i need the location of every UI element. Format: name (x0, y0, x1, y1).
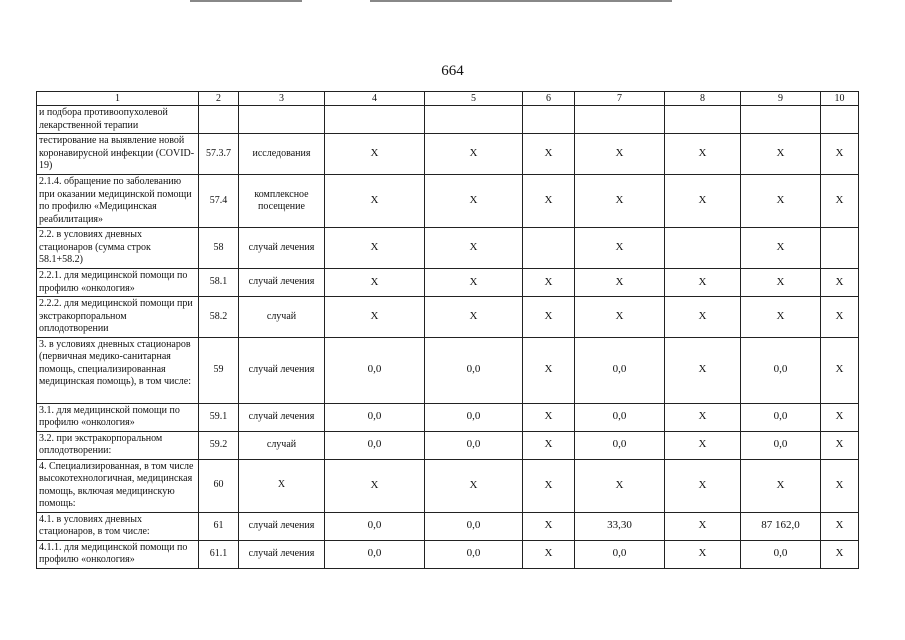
table-cell: X (821, 337, 859, 403)
table-cell (821, 106, 859, 134)
header-cell: 8 (665, 92, 741, 106)
table-cell: X (741, 297, 821, 338)
table-cell: 61 (199, 512, 239, 540)
row-label-cell: тестирование на выявление новой коронавирусной инфекции (COVID-19) (37, 134, 199, 175)
table-row (37, 269, 859, 297)
table-cell (425, 106, 523, 134)
table-cell: X (523, 337, 575, 403)
table-cell: X (741, 228, 821, 269)
table-cell: X (821, 175, 859, 228)
table-cell: 0,0 (575, 337, 665, 403)
header-cell: 2 (199, 92, 239, 106)
table-cell: X (575, 269, 665, 297)
page-number: 664 (441, 63, 464, 79)
table-cell: X (575, 228, 665, 269)
table-cell (523, 106, 575, 134)
table-row (37, 459, 859, 512)
table-row (37, 134, 859, 175)
table-cell: X (325, 134, 425, 175)
header-cell: 7 (575, 92, 665, 106)
table-row (37, 337, 859, 403)
data-table (36, 91, 859, 569)
table-cell: 0,0 (325, 540, 425, 568)
table-cell: X (821, 297, 859, 338)
row-label-cell: 4.1. в условиях дневных стационаров, в том числе: (37, 512, 199, 540)
table-cell: 0,0 (741, 337, 821, 403)
table-cell: случай (239, 431, 325, 459)
table-row (37, 228, 859, 269)
row-label-cell: 3.1. для медицинской помощи по профилю «онкология» (37, 403, 199, 431)
table-cell: X (523, 540, 575, 568)
header-cell: 5 (425, 92, 523, 106)
table-cell: случай лечения (239, 269, 325, 297)
table-cell: X (741, 459, 821, 512)
table-cell: 0,0 (325, 403, 425, 431)
table-cell: X (821, 403, 859, 431)
table-cell: X (425, 175, 523, 228)
table-cell: X (665, 134, 741, 175)
table-cell: X (425, 134, 523, 175)
table-cell: X (741, 175, 821, 228)
row-label-cell: 2.2.2. для медицинской помощи при экстракорпоральном оплодотворении (37, 297, 199, 338)
header-cell: 1 (37, 92, 199, 106)
table-row (37, 297, 859, 338)
table-cell: 0,0 (325, 512, 425, 540)
row-label-cell: 2.2. в условиях дневных стационаров (сумма строк 58.1+58.2) (37, 228, 199, 269)
table-cell: 59 (199, 337, 239, 403)
table-cell: 0,0 (575, 403, 665, 431)
table-cell: X (741, 269, 821, 297)
header-cell: 10 (821, 92, 859, 106)
row-label-cell: 2.1.4. обращение по заболеванию при оказании медицинской помощи по профилю «Медицинская реабилитация» (37, 175, 199, 228)
table-cell: X (665, 297, 741, 338)
table-cell: X (425, 297, 523, 338)
table-cell (199, 106, 239, 134)
header-row (37, 92, 859, 106)
table-cell: 87 162,0 (741, 512, 821, 540)
table-cell: 0,0 (425, 403, 523, 431)
table-cell: случай лечения (239, 512, 325, 540)
row-label-cell: 4. Специализированная, в том числе высокотехнологичная, медицинская помощь, включая медицинскую помощь: (37, 459, 199, 512)
table-cell (821, 228, 859, 269)
table-cell (325, 106, 425, 134)
table-cell: X (523, 431, 575, 459)
header-cell: 9 (741, 92, 821, 106)
table-cell: X (523, 134, 575, 175)
table-cell: X (575, 459, 665, 512)
table-cell: 57.3.7 (199, 134, 239, 175)
table-cell: 0,0 (741, 540, 821, 568)
table-cell: комплексное посещение (239, 175, 325, 228)
table-cell: X (575, 175, 665, 228)
table-cell: X (325, 297, 425, 338)
table-cell (239, 106, 325, 134)
table-row (37, 540, 859, 568)
table-cell: X (821, 431, 859, 459)
table-cell: 59.1 (199, 403, 239, 431)
table-cell: случай лечения (239, 403, 325, 431)
table-cell: 59.2 (199, 431, 239, 459)
table-cell (523, 228, 575, 269)
table-cell: X (575, 134, 665, 175)
table-cell: исследования (239, 134, 325, 175)
table-row (37, 512, 859, 540)
table-row (37, 431, 859, 459)
table-row (37, 175, 859, 228)
table-cell: X (325, 269, 425, 297)
table-cell: X (523, 459, 575, 512)
table-cell: 0,0 (325, 337, 425, 403)
table-cell: X (425, 269, 523, 297)
top-edge-rule (190, 0, 302, 2)
table-cell: X (325, 175, 425, 228)
table-cell: X (665, 403, 741, 431)
table-cell: X (665, 269, 741, 297)
table-cell: X (523, 175, 575, 228)
header-cell: 6 (523, 92, 575, 106)
table-cell: X (821, 134, 859, 175)
table-cell: 58.2 (199, 297, 239, 338)
table-cell: 0,0 (575, 540, 665, 568)
table-cell: X (239, 459, 325, 512)
table-cell: случай (239, 297, 325, 338)
table-cell: 0,0 (575, 431, 665, 459)
table-cell: 58.1 (199, 269, 239, 297)
table-cell: 0,0 (741, 403, 821, 431)
table-cell: X (665, 175, 741, 228)
table-cell: случай лечения (239, 337, 325, 403)
table-cell: X (575, 297, 665, 338)
table-cell: 61.1 (199, 540, 239, 568)
table-cell: случай лечения (239, 540, 325, 568)
table-cell (665, 106, 741, 134)
table-row (37, 403, 859, 431)
table-cell: 57.4 (199, 175, 239, 228)
row-label-cell: 3. в условиях дневных стационаров (первичная медико-санитарная помощь, специализированная медицинская помощь), в том числе: (37, 337, 199, 403)
row-label-cell: и подбора противоопухолевой лекарственной терапии (37, 106, 199, 134)
table-cell: 0,0 (425, 337, 523, 403)
table-cell: X (665, 337, 741, 403)
table-row (37, 106, 859, 134)
row-label-cell: 4.1.1. для медицинской помощи по профилю «онкология» (37, 540, 199, 568)
row-label-cell: 3.2. при экстракорпоральном оплодотворении: (37, 431, 199, 459)
table-cell: X (821, 512, 859, 540)
table-cell: X (821, 459, 859, 512)
table-cell: X (821, 269, 859, 297)
table-cell: X (665, 540, 741, 568)
table-cell: 0,0 (425, 512, 523, 540)
table-cell: X (325, 228, 425, 269)
table-cell: X (425, 459, 523, 512)
table-cell: X (665, 459, 741, 512)
table-cell: X (665, 512, 741, 540)
table-cell: случай лечения (239, 228, 325, 269)
table-cell (575, 106, 665, 134)
table-cell: X (523, 403, 575, 431)
table-cell (741, 106, 821, 134)
table-cell: X (523, 512, 575, 540)
table-cell (665, 228, 741, 269)
table-cell: 60 (199, 459, 239, 512)
table-cell: X (523, 269, 575, 297)
table-cell: 33,30 (575, 512, 665, 540)
header-cell: 3 (239, 92, 325, 106)
table-cell: X (665, 431, 741, 459)
table-cell: 58 (199, 228, 239, 269)
header-cell: 4 (325, 92, 425, 106)
table-cell: X (523, 297, 575, 338)
table-cell: X (425, 228, 523, 269)
table-cell: 0,0 (425, 431, 523, 459)
table-cell: X (741, 134, 821, 175)
top-edge-rule (370, 0, 672, 2)
table-cell: 0,0 (741, 431, 821, 459)
table-cell: 0,0 (325, 431, 425, 459)
table-cell: 0,0 (425, 540, 523, 568)
table-cell: X (821, 540, 859, 568)
row-label-cell: 2.2.1. для медицинской помощи по профилю «онкология» (37, 269, 199, 297)
table-cell: X (325, 459, 425, 512)
